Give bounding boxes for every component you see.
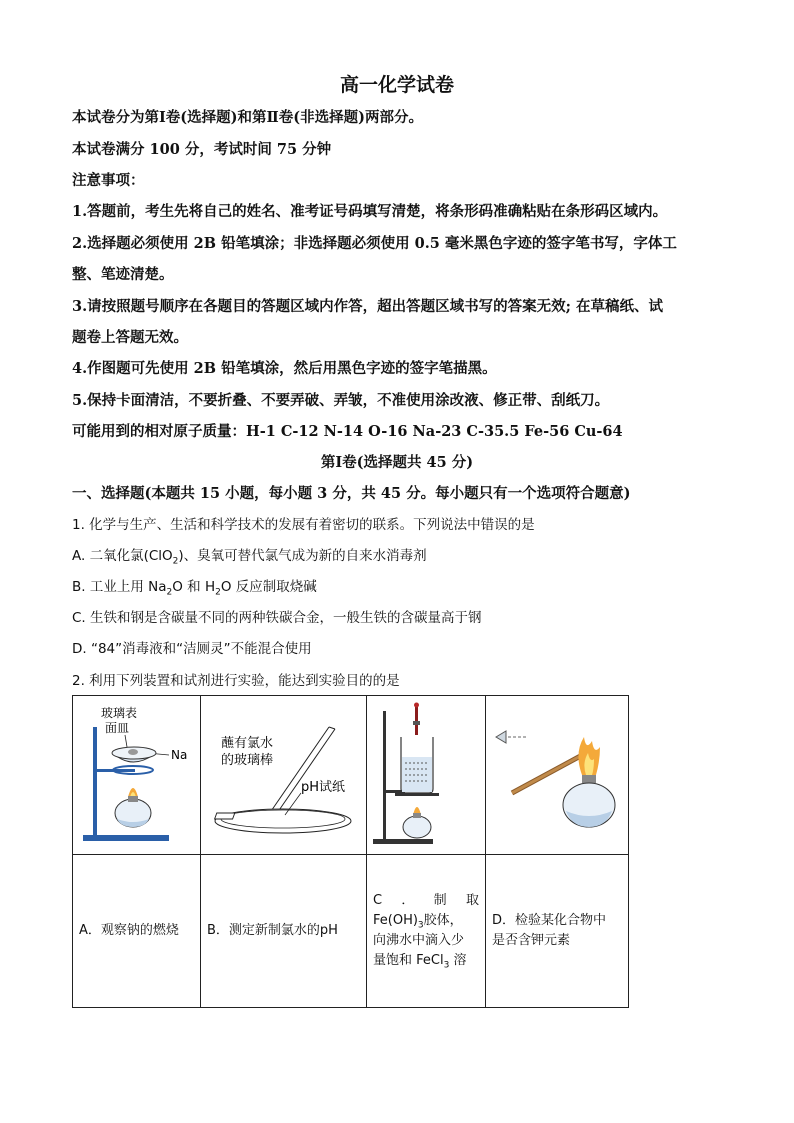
fig-a-label-na: Na xyxy=(171,747,188,762)
caption-d: D．检验某化合物中 是否含钾元素 xyxy=(486,855,629,1008)
flame-test-apparatus-icon xyxy=(486,697,627,854)
fig-c-cell xyxy=(367,696,486,855)
q1-option-c: C. 生铁和钢是含碳量不同的两种铁碳合金，一般生铁的含碳量高于钢 xyxy=(72,610,482,626)
q1-stem: 1. 化学与生产、生活和科学技术的发展有着密切的联系。下列说法中错误的是 xyxy=(72,517,535,533)
q1-option-b: B. 工业上用 $Na_2O$ 和 $H_2O$ 反应制取烧碱 xyxy=(72,579,317,598)
fig-b-cell xyxy=(201,696,367,855)
fig-b-label-chlorine-water: 蘸有氯水 xyxy=(221,735,274,751)
fig-b-label-glass-rod: 的玻璃棒 xyxy=(221,752,274,768)
sodium-burning-apparatus-icon xyxy=(73,697,199,854)
part-heading: 一、选择题(本题共 15 小题，每小题 3 分，共 45 分。每小题只有一个选项符合题意) xyxy=(72,485,631,502)
caption-a: A．观察钠的燃烧 xyxy=(73,855,201,1008)
section-title: 第Ⅰ卷(选择题共 45 分) xyxy=(320,454,474,471)
note-item-2-cont: 整、笔迹清楚。 xyxy=(72,266,174,283)
fig-b-label-ph-paper: pH试纸 xyxy=(301,779,346,795)
intro-line-1: 本试卷分为第Ⅰ卷(选择题)和第Ⅱ卷(非选择题)两部分。 xyxy=(72,109,423,126)
q1-option-d: D. “84”消毒液和“洁厕灵”不能混合使用 xyxy=(72,641,312,657)
q1-option-a: A. 二氧化氯(ClO$_2$)、臭氧可替代氯气成为新的自来水消毒剂 xyxy=(72,548,427,567)
fig-d-cell xyxy=(486,696,629,855)
note-item-4: 4.作图题可先使用 2B 铅笔填涂，然后用黑色字迹的签字笔描黑。 xyxy=(72,360,497,377)
note-item-1: 1.答题前，考生先将自己的姓名、准考证号码填写清楚，将条形码准确粘贴在条形码区域内。 xyxy=(72,203,668,220)
note-item-2: 2.选择题必须使用 2B 铅笔填涂；非选择题必须使用 0.5 毫米黑色字迹的签字笔书写，字体工 xyxy=(72,235,677,252)
caption-c: C ． 制 取 $Fe(OH)_3$胶体， 向沸水中滴入少 量饱和 FeCl$_3$ 溶 xyxy=(367,855,486,1008)
colloid-heating-apparatus-icon xyxy=(367,697,484,854)
fig-a-label-dish: 面皿 xyxy=(105,720,130,735)
page-title: 高一化学试卷 xyxy=(339,74,454,96)
notes-heading: 注意事项： xyxy=(72,172,145,189)
q2-apparatus-table xyxy=(72,695,629,1008)
ph-paper-apparatus-icon xyxy=(201,697,365,854)
fig-a-cell xyxy=(73,696,201,855)
caption-b: B．测定新制氯水的pH xyxy=(201,855,367,1008)
fig-a-label-watch-glass: 玻璃表 xyxy=(101,705,138,720)
note-item-3: 3.请按照题号顺序在各题目的答题区域内作答，超出答题区域书写的答案无效; 在草稿纸、试 xyxy=(72,298,664,315)
q2-stem: 2. 利用下列装置和试剂进行实验，能达到实验目的的是 xyxy=(72,673,400,689)
note-item-5: 5.保持卡面清洁，不要折叠、不要弄破、弄皱，不准使用涂改液、修正带、刮纸刀。 xyxy=(72,392,610,409)
intro-line-2: 本试卷满分 100 分，考试时间 75 分钟 xyxy=(72,141,332,158)
atomic-masses: 可能用到的相对原子质量：H-1 C-12 N-14 O-16 Na-23 C-35.5 Fe-56 Cu-64 xyxy=(72,423,623,440)
note-item-3-cont: 题卷上答题无效。 xyxy=(72,329,188,346)
